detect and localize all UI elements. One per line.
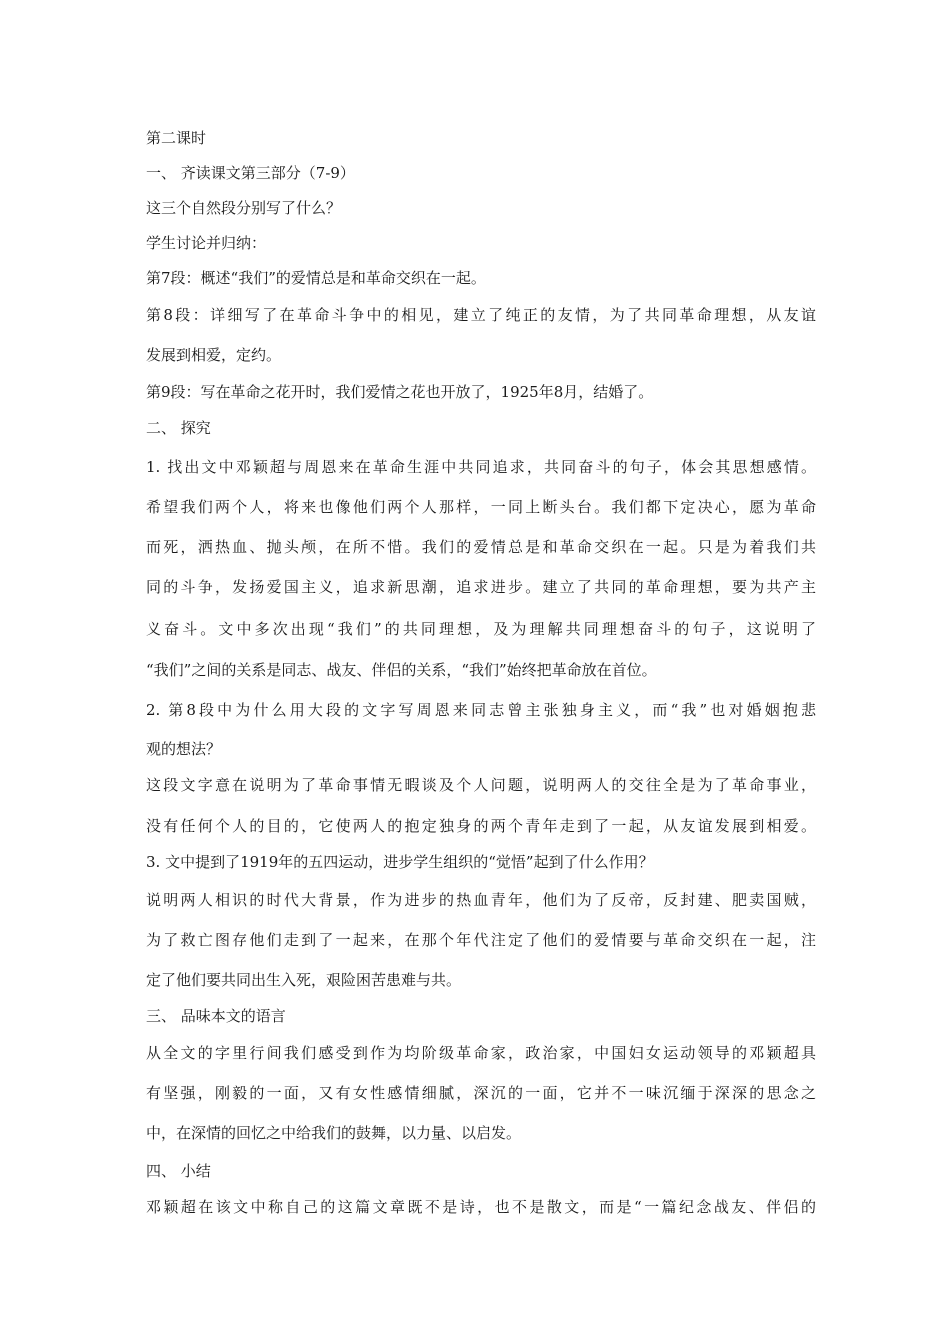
lesson-title: 第二课时 xyxy=(146,129,207,147)
text-line: 义奋斗。文中多次出现“我们”的共同理想，及为理解共同理想奋斗的句子，这说明了 xyxy=(146,620,816,638)
question-line: 1. 找出文中邓颖超与周恩来在革命生涯中共同追求，共同奋斗的句子，体会其思想感情。 xyxy=(146,458,816,476)
text-line: 而死，洒热血、抛头颅，在所不惜。我们的爱情总是和革命交织在一起。只是为着我们共 xyxy=(146,538,816,556)
text-line: 同的斗争，发扬爱国主义，追求新思潮，追求进步。建立了共同的革命理想，要为共产主 xyxy=(146,578,816,596)
text-line: 邓颖超在该文中称自己的这篇文章既不是诗，也不是散文，而是“一篇纪念战友、伴侣的 xyxy=(146,1198,816,1216)
text-line: 定了他们要共同出生入死，艰险困苦患难与共。 xyxy=(146,971,462,989)
section-heading-4: 四、 小结 xyxy=(146,1162,211,1180)
text-line: 有坚强，刚毅的一面，又有女性感情细腻，深沉的一面，它并不一味沉缅于深深的思念之 xyxy=(146,1084,816,1102)
text-line: 这段文字意在说明为了革命事情无暇谈及个人问题，说明两人的交往全是为了革命事业， xyxy=(146,776,816,794)
text-line: 发展到相爱，定约。 xyxy=(146,346,282,364)
section-heading-3: 三、 品味本文的语言 xyxy=(146,1007,286,1025)
text-line: 没有任何个人的目的，它使两人的抱定独身的两个青年走到了一起，从友谊发展到相爱。 xyxy=(146,817,816,835)
text-line: 中，在深情的回忆之中给我们的鼓舞，以力量、以启发。 xyxy=(146,1124,522,1142)
question-line: 3. 文中提到了1919年的五四运动，进步学生组织的“觉悟”起到了什么作用？ xyxy=(146,853,654,871)
text-line: 第9段：写在革命之花开时，我们爱情之花也开放了，1925年8月，结婚了。 xyxy=(146,383,654,401)
text-line: 说明两人相识的时代大背景，作为进步的热血青年，他们为了反帝，反封建、肥卖国贼， xyxy=(146,891,816,909)
text-line: 第8段：详细写了在革命斗争中的相见，建立了纯正的友情，为了共同革命理想，从友谊 xyxy=(146,306,816,324)
question-line: 2. 第8段中为什么用大段的文字写周恩来同志曾主张独身主义，而“我”也对婚姻抱悲 xyxy=(146,701,816,719)
text-line: 第7段：概述“我们”的爱情总是和革命交织在一起。 xyxy=(146,269,486,287)
text-line: 为了救亡图存他们走到了一起来，在那个年代注定了他们的爱情要与革命交织在一起，注 xyxy=(146,931,816,949)
text-line: “我们”之间的关系是同志、战友、伴侣的关系，“我们”始终把革命放在首位。 xyxy=(146,661,657,679)
text-line: 观的想法？ xyxy=(146,740,222,758)
section-heading-2: 二、 探究 xyxy=(146,419,211,437)
section-heading-1: 一、 齐读课文第三部分（7-9） xyxy=(146,164,355,182)
text-line: 从全文的字里行间我们感受到作为均阶级革命家，政治家，中国妇女运动领导的邓颖超具 xyxy=(146,1044,816,1062)
text-line: 学生讨论并归纳： xyxy=(146,234,267,252)
text-line: 希望我们两个人，将来也像他们两个人那样，一同上断头台。我们都下定决心，愿为革命 xyxy=(146,498,816,516)
question-line: 这三个自然段分别写了什么？ xyxy=(146,199,342,217)
